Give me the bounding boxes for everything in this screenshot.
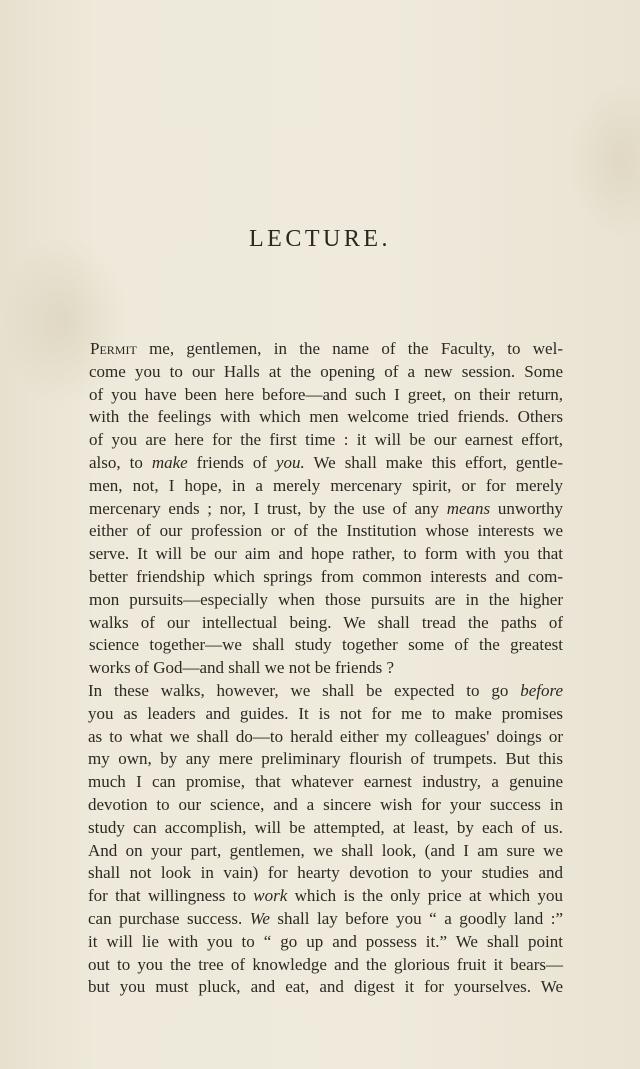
text-run: study can accomplish, will be attempted, at least, by each of us. [88,817,563,837]
text-line [89,520,563,543]
text-run: works of God—and shall we not be friends ? [89,658,394,678]
text-run: but you must pluck, and eat, and digest it for yourselves. We [88,977,563,997]
text-line [88,976,563,999]
text-run: with the feelings with which men welcome tried friends. Others [89,407,563,427]
text-line [88,954,563,977]
text-run: We shall make this effort, gentle- [304,452,563,472]
text-run: devotion to our science, and a sincere wish for your success in [88,794,563,814]
text-run: me, gentlemen, in the name of the Faculty, to wel- [136,339,563,358]
text-run: come you to our Halls at the opening of a new session. Some [89,361,563,381]
text-run: shall not look in vain) for hearty devotion to your studies and [88,863,563,883]
paragraph-2 [88,680,563,999]
text-run: better friendship which springs from common interests and com- [89,566,563,586]
text-run: out to you the tree of knowledge and the glorious fruit it bears— [88,954,563,974]
text-run: also, to [89,452,152,472]
text-run: means [446,498,491,518]
text-run: you. [276,452,305,472]
text-run: before [520,680,563,700]
text-line [88,794,563,817]
text-run: mercenary ends ; nor, I trust, by the use of any [89,498,447,518]
text-line [88,680,563,703]
text-run: We [249,908,270,928]
text-line [89,452,563,475]
text-run: In these walks, however, we shall be expected to go [88,680,521,700]
paragraph-1 [89,338,563,680]
text-run: friends of [187,452,277,472]
text-line [88,771,563,794]
text-line [88,885,563,908]
text-run: either of our profession or of the Institution whose interests we [89,521,563,541]
text-line [89,384,563,407]
text-line [88,840,563,863]
text-run: science together—we shall study together some of the greatest [89,635,563,655]
text-line [89,634,563,657]
text-line [89,543,563,566]
text-line [88,817,563,840]
text-run: you as leaders and guides. It is not for me to make promises [88,703,563,723]
text-line [89,566,563,589]
text-run: men, not, I hope, in a merely mercenary spirit, or for merely [89,475,563,495]
text-run: much I can promise, that whatever earnest industry, a genuine [88,772,563,792]
text-run: my own, by any mere preliminary flourish of trumpets. But this [88,749,563,769]
text-line [88,862,563,885]
text-line [89,338,563,361]
text-line [89,657,563,680]
text-run: mon pursuits—especially when those pursuits are in the higher [89,589,563,609]
text-line [89,589,563,612]
text-run: of you have been here before—and such I greet, on their return, [89,384,563,404]
text-run: as to what we shall do—to herald either my colleagues' doings or [88,726,563,746]
text-line [89,361,563,384]
text-line [89,475,563,498]
text-line [89,612,563,635]
text-line [89,498,563,521]
text-run: Permit [90,339,137,358]
text-line [88,703,563,726]
text-run: make [151,452,188,472]
text-line [88,748,563,771]
text-run: it will lie with you to “ go up and possess it.” We shall point [88,931,563,951]
text-run: work [253,886,288,906]
text-line [88,908,563,931]
lecture-body [89,338,563,999]
text-line [88,931,563,954]
text-run: walks of our intellectual being. We shall tread the paths of [89,612,563,632]
text-run: of you are here for the first time : it will be our earnest effort, [89,430,563,450]
text-run: which is the only price at which you [287,886,563,906]
text-line [89,406,563,429]
text-run: for that willingness to [88,886,254,906]
page-title: LECTURE. [249,226,391,252]
text-line [89,429,563,452]
text-line [88,726,563,749]
text-run: shall lay before you “ a goodly land :” [269,908,563,928]
text-run: serve. It will be our aim and hope rather, to form with you that [89,544,563,564]
text-run: can purchase success. [88,908,250,928]
text-run: unworthy [490,498,563,518]
text-run: And on your part, gentlemen, we shall look, (and I am sure we [88,840,563,860]
